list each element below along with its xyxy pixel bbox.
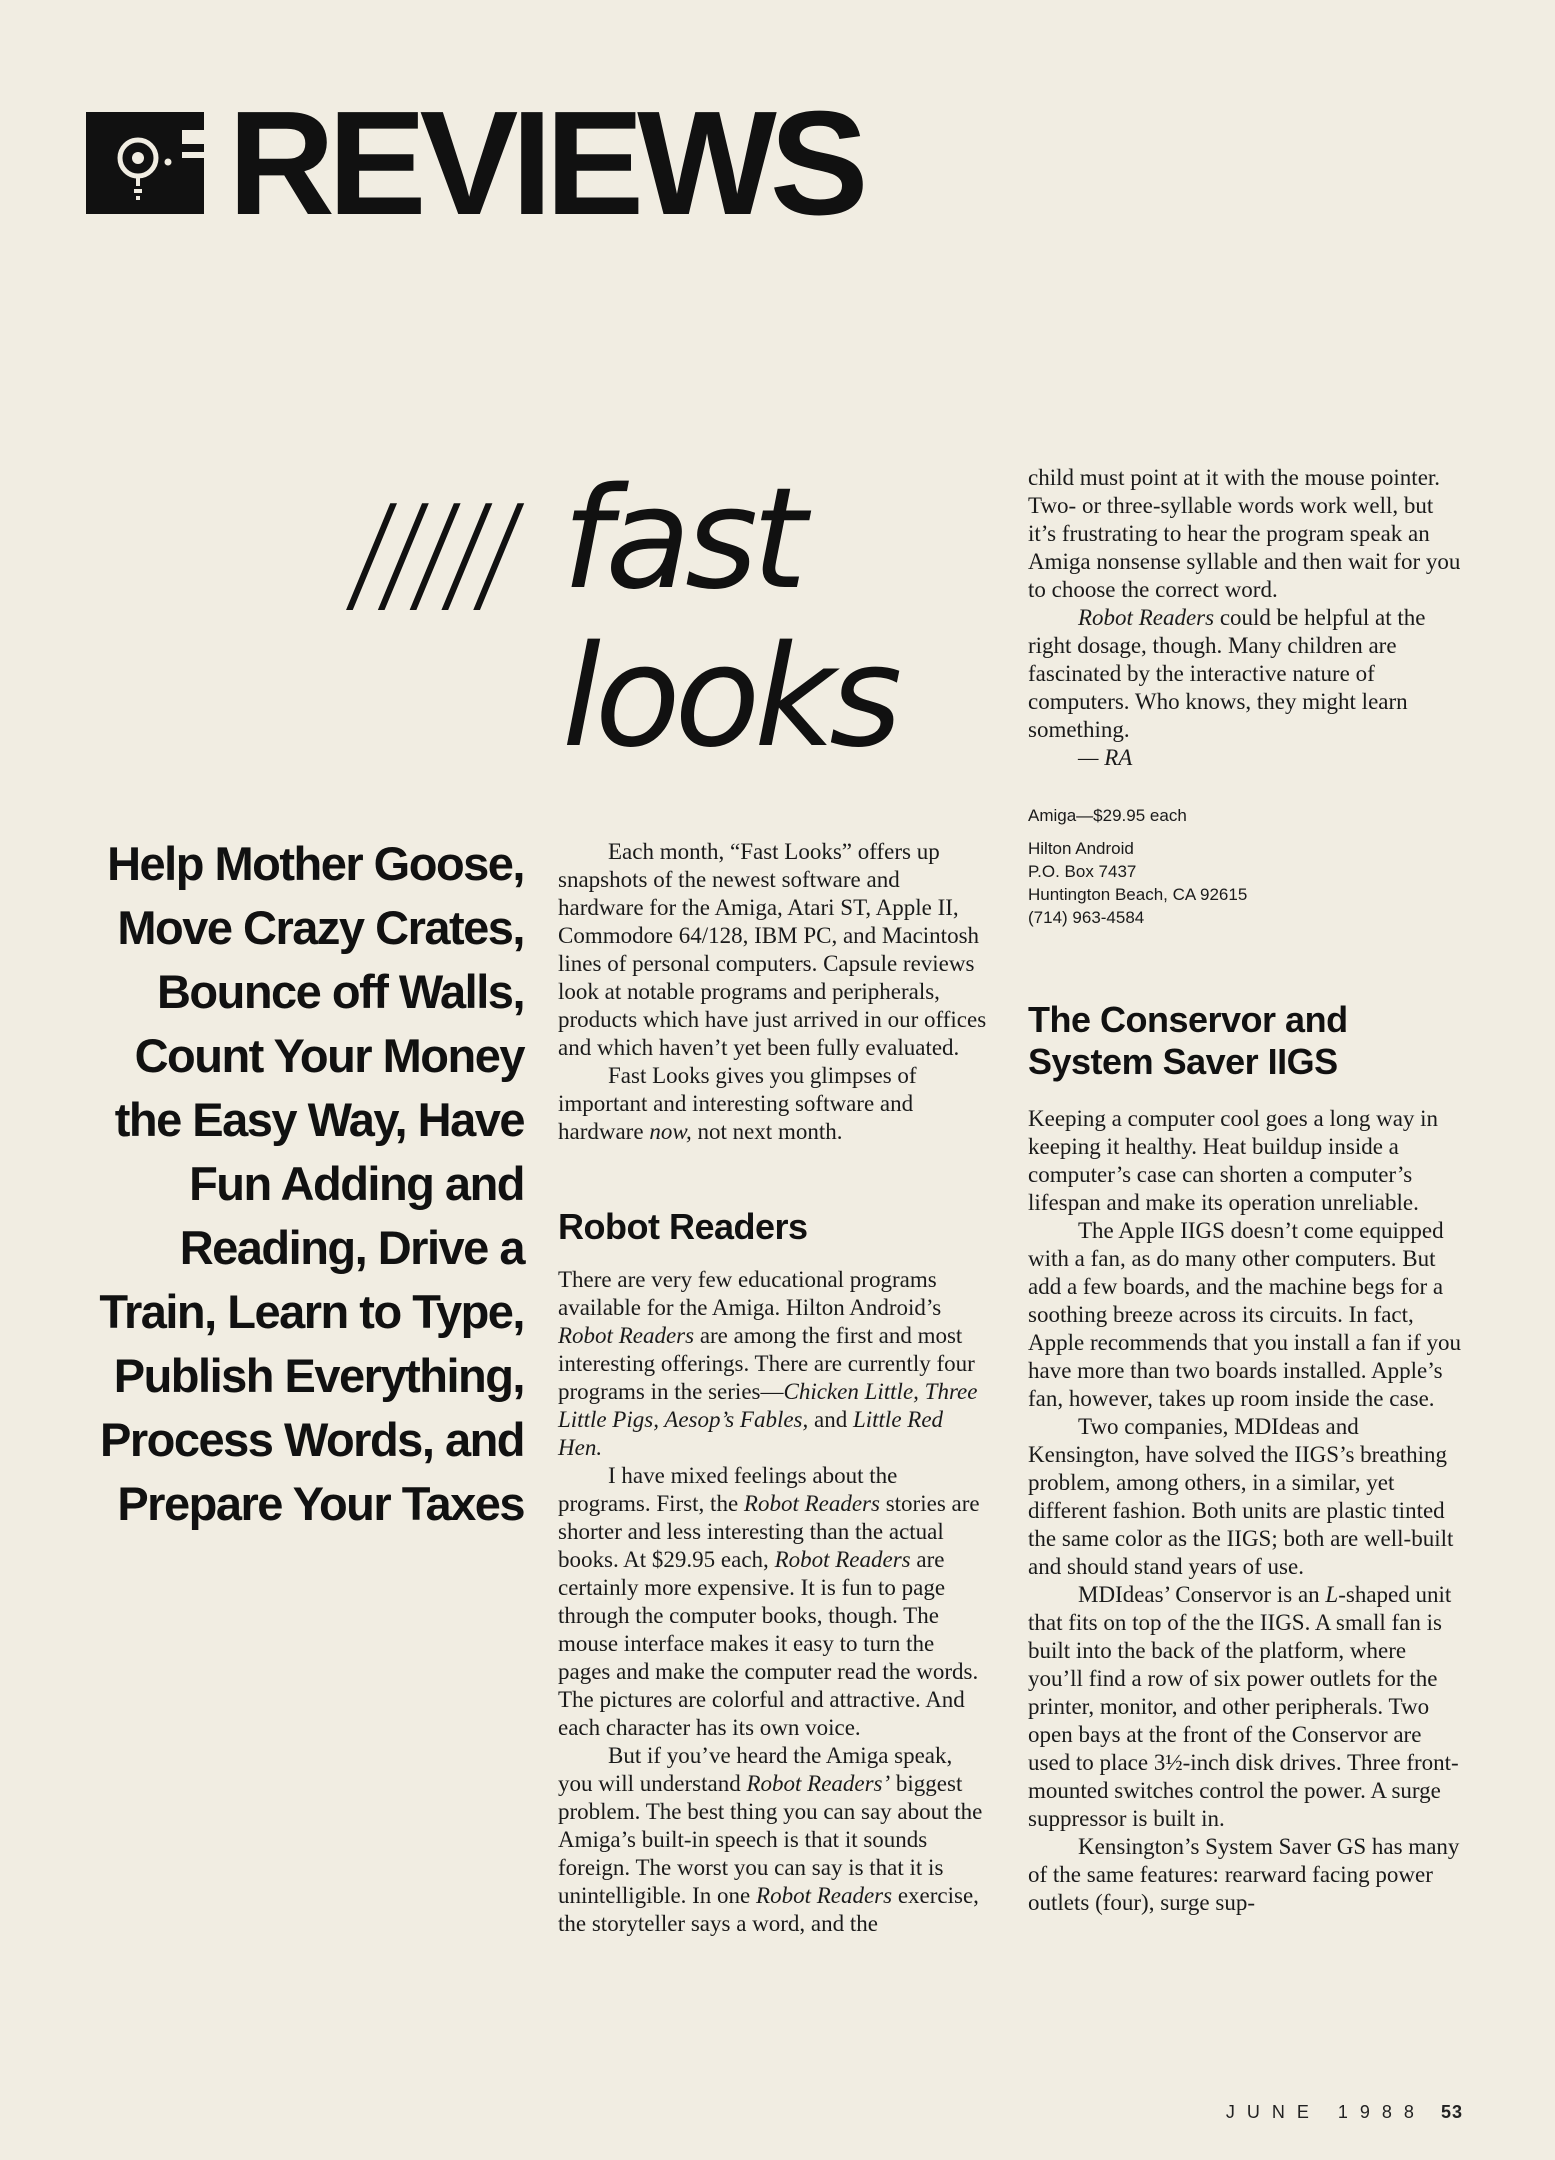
section-title: REVIEWS (228, 81, 862, 246)
looks-word: looks (562, 616, 897, 779)
page-footer (1226, 2100, 1463, 2124)
issue-date: JUNE 1988 (1225, 2102, 1426, 2122)
company-address: Huntington Beach, CA 92615 (1028, 885, 1248, 904)
page-number: 53 (1440, 2102, 1463, 2122)
fast-word: fast (562, 458, 801, 621)
company-address: P.O. Box 7437 (1028, 862, 1137, 881)
fast-looks-graphic (342, 458, 930, 790)
intro-paragraph: Each month, “Fast Looks” offers up snapshots of the newest software and hardware for the Amiga, Atari ST, Apple II, Commodore 64/128, IBM PC, and Macintosh lines of personal computers. Capsule reviews look at notable programs and peripherals, products which have just arrived in our offices and which haven’t yet been fully evaluated. (558, 839, 987, 1060)
author-signature: — RA (1078, 745, 1133, 770)
company-name: Hilton Android (1028, 839, 1134, 858)
column-middle (558, 838, 990, 1938)
company-phone: (714) 963-4584 (1028, 908, 1145, 927)
body-paragraph: I have mixed feelings about the programs. First, the Robot Readers stories are shorter and less interesting than the actual books. At $29.95 each, Robot Readers are certainly more expensive. It is fun to page through the computer books, though. The mouse interface makes it easy to turn the pages and make the computer read the words. The pictures are colorful and attractive. And each character has its own voice. (558, 1463, 980, 1740)
body-paragraph: Robot Readers could be helpful at the right dosage, though. Many children are fascinated by the interactive nature of computers. Who knows, they might learn something. (1028, 605, 1426, 742)
conservor-heading: The Conservor and System Saver IIGS (1028, 999, 1348, 1082)
robot-readers-heading: Robot Readers (558, 1206, 808, 1247)
body-paragraph: MDIdeas’ Conservor is an L-shaped unit that fits on top of the the IIGS. A small fan is built into the back of the platform, where you’ll find a row of six power outlets for the printer, monitor, and other peripherals. Two open bays at the front of the Conservor are used to place 3½-inch disk drives. Three front-mounted switches control the power. A surge suppressor is built in. (1028, 1582, 1459, 1831)
intro-paragraph: Fast Looks gives you glimpses of important and interesting software and hardware now, not next month. (558, 1063, 917, 1144)
body-paragraph: Keeping a computer cool goes a long way in keeping it healthy. Heat buildup inside a computer’s case can shorten a computer’s lifespan and make its operation unreliable. (1028, 1106, 1439, 1215)
body-paragraph: Kensington’s System Saver GS has many of the same features: rearward facing power outlets (four), surge sup- (1028, 1834, 1460, 1915)
department-logo-icon (86, 112, 204, 214)
column-right (1028, 464, 1464, 1917)
product-price: Amiga—$29.95 each (1028, 806, 1187, 825)
deck-headline: Help Mother Goose, Move Crazy Crates, Bounce off Walls, Count Your Money the Easy Way, Have Fun Adding and Reading, Drive a Train, Learn to Type, Publish Everything, Process Words, and Prepare Your Taxes (99, 837, 524, 1530)
body-paragraph: There are very few educational programs available for the Amiga. Hilton Android’s Robot Readers are among the first and most interesting offerings. There are currently four programs in the series—Chicken Little, Three Little Pigs, Aesop’s Fables, and Little Red Hen. (558, 1267, 978, 1460)
body-paragraph: The Apple IIGS doesn’t come equipped with a fan, as do many other computers. But add a few boards, and the machine begs for a soothing breeze across its circuits. In fact, Apple recommends that you install a fan if you have more than two boards installed. Apple’s fan, however, takes up room inside the case. (1028, 1218, 1462, 1411)
body-paragraph: Two companies, MDIdeas and Kensington, have solved the IIGS’s breathing problem, among others, in a similar, yet different fashion. Both units are plastic tinted the same color as the IIGS; both are well-built and should stand years of use. (1028, 1414, 1454, 1579)
product-info-box (1028, 804, 1464, 929)
slash-ornament: ///// (342, 477, 517, 629)
body-paragraph: But if you’ve heard the Amiga speak, you will understand Robot Readers’ biggest problem. The best thing you can say about the Amiga’s built-in speech is that it sounds foreign. The worst you can say is that it is unintelligible. In one Robot Readers exercise, the storyteller says a word, and the (558, 1743, 983, 1936)
body-paragraph: child must point at it with the mouse pointer. Two- or three-syllable words work well, but it’s frustrating to hear the program speak an Amiga nonsense syllable and then wait for you to choose the correct word. (1028, 465, 1461, 602)
